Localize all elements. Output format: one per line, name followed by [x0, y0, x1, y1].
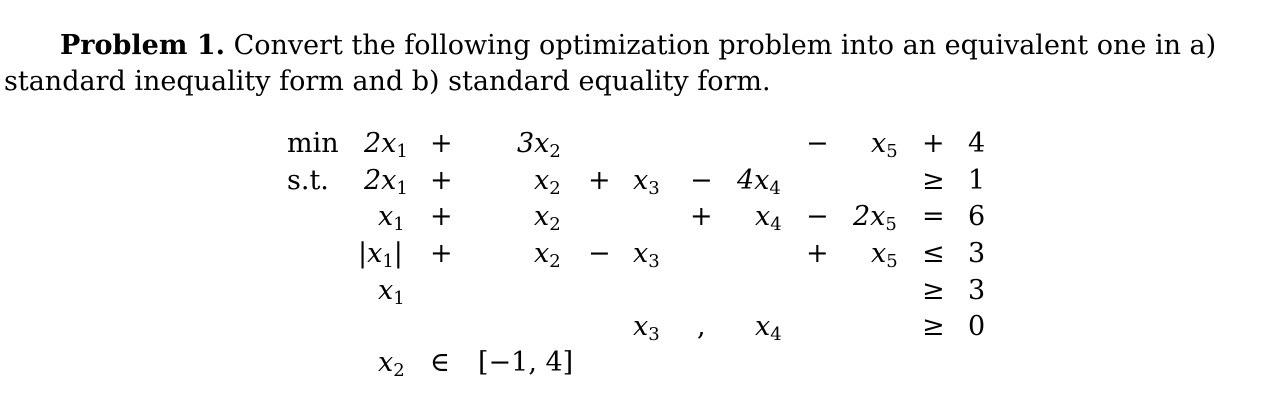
c1-plus-1: +: [430, 165, 453, 196]
c5-comma: ,: [697, 311, 706, 342]
problem-text: Convert the following optimization problem into an equivalent one in a) standard inequality form and b) standard equality form.: [4, 30, 1217, 97]
c3-term-x3: $x_3$: [633, 238, 660, 272]
c6-element-of: ∈: [430, 347, 450, 378]
objective-label: min: [287, 128, 339, 159]
subject-to-label: s.t.: [287, 165, 329, 196]
c5-term-x3: $x_3$: [633, 311, 660, 345]
c2-rhs: 6: [968, 201, 986, 232]
objective-plus-2: +: [922, 128, 945, 159]
c3-plus-2: +: [806, 238, 829, 269]
c2-relation: =: [922, 201, 945, 232]
c2-minus: −: [806, 201, 829, 232]
objective-term-2x1: $2x_1$: [364, 128, 408, 162]
c3-relation: ≤: [922, 238, 945, 269]
objective-minus: −: [806, 128, 829, 159]
c3-minus: −: [588, 238, 611, 269]
c1-plus-2: +: [588, 165, 611, 196]
c2-term-2x5: $2x_5$: [853, 201, 897, 235]
c1-term-x3: $x_3$: [633, 165, 660, 199]
problem-heading: Problem 1.: [60, 30, 226, 61]
c5-rhs: 0: [968, 311, 986, 342]
c1-rhs: 1: [968, 165, 986, 196]
c3-term-abs-x1: $|x_1|$: [358, 238, 403, 272]
c3-rhs: 3: [968, 238, 986, 269]
c2-plus-1: +: [430, 201, 453, 232]
c2-term-x4: $x_4$: [755, 201, 782, 235]
c2-term-x1: $x_1$: [378, 201, 405, 235]
c1-relation: ≥: [922, 165, 945, 196]
objective-plus-1: +: [430, 128, 453, 159]
c3-plus-1: +: [430, 238, 453, 269]
c4-term-x1: $x_1$: [378, 275, 405, 309]
c1-minus: −: [690, 165, 713, 196]
c2-term-x2: $x_2$: [534, 201, 561, 235]
c6-term-x2: $x_2$: [378, 347, 405, 381]
c5-term-x4: $x_4$: [755, 311, 782, 345]
c6-interval: [−1, 4]: [478, 347, 574, 378]
c4-relation: ≥: [922, 275, 945, 306]
c3-term-x2: $x_2$: [534, 238, 561, 272]
c1-term-x2: $x_2$: [534, 165, 561, 199]
c1-term-4x4: $4x_4$: [737, 165, 781, 199]
c2-plus-2: +: [690, 201, 713, 232]
objective-constant: 4: [968, 128, 986, 159]
objective-term-x5: $x_5$: [871, 128, 898, 162]
c5-relation: ≥: [922, 311, 945, 342]
objective-term-3x2: $3x_2$: [517, 128, 561, 162]
c3-term-x5: $x_5$: [871, 238, 898, 272]
c1-term-2x1: $2x_1$: [364, 165, 408, 199]
c4-rhs: 3: [968, 275, 986, 306]
